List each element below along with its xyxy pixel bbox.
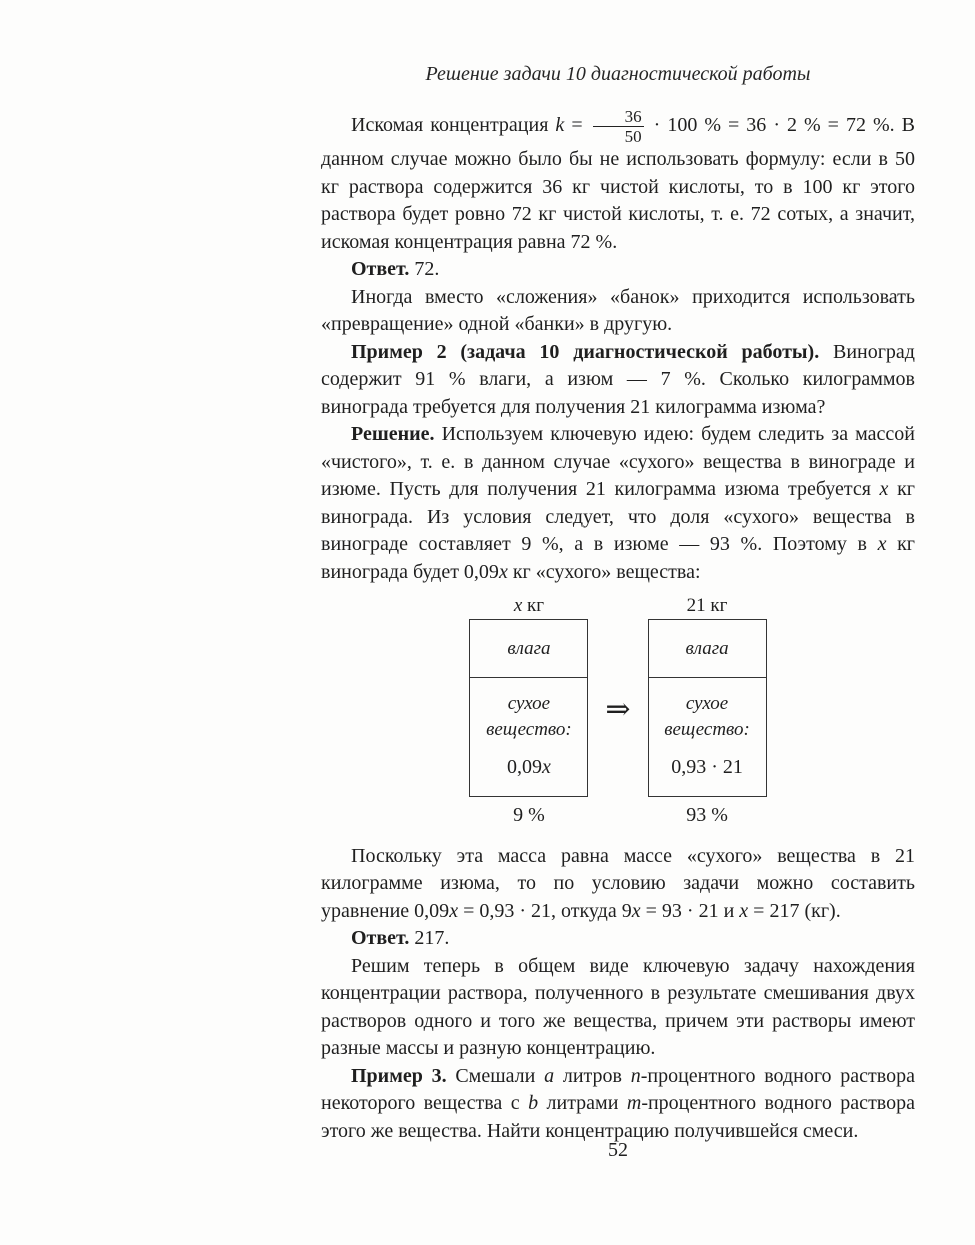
grapes-box [469, 619, 588, 797]
paragraph-general-problem [321, 953, 915, 1063]
implies-arrow-icon: ⇒ [605, 693, 631, 727]
variable-b: b [528, 1092, 539, 1114]
text-run: · 100 % = 36 · 2 % = 72 %. В данном случае можно было бы не использовать формулу: если в 50 кг раствора содержится 36 кг чистой кислоты, то в 100 кг этого раствора будет ровно 72 кг чистой кислоты, т. е. 72 сотых, а значит, искомая концентрация равна 72 %. [321, 114, 915, 253]
text-run: Смешали [446, 1064, 545, 1087]
answer-label: Ответ. [351, 258, 410, 280]
running-header: Решение задачи 10 диагностической работы [425, 63, 811, 85]
variable-k: k [555, 114, 565, 137]
paragraph-concentration-formula [321, 107, 915, 256]
text-run: = [564, 114, 590, 137]
dry-word-1: сухое [685, 693, 729, 714]
text-run: = 93 · 21 и [640, 899, 740, 922]
raisins-column [648, 595, 767, 830]
answer-label: Ответ. [351, 927, 410, 949]
grapes-moisture-cell: влага [470, 620, 587, 678]
text-run: кг винограда. Из условия следует, что доля «сухого» вещества в винограде составляет 9 %, а в изюме — 93 %. Поэтому в [321, 478, 915, 555]
fraction-denominator: 50 [593, 126, 644, 146]
variable-a: a [544, 1064, 555, 1087]
text-run: 217. [409, 927, 450, 949]
value-prefix: 0,09 [506, 756, 542, 778]
grapes-percent: 9 % [513, 804, 545, 826]
paragraph-example-2 [321, 339, 915, 422]
text-run: = 0,93 · 21, откуда 9 [458, 899, 632, 922]
raisins-dry-value: 0,93 · 21 [671, 756, 743, 778]
text-run: литрами [538, 1092, 627, 1114]
example-3-label: Пример 3. [351, 1064, 447, 1087]
text-run: Иногда вместо «сложения» «банок» приходится использовать «превращение» одной «банки» в другую. [321, 285, 915, 335]
body-text [321, 107, 915, 1145]
raisins-moisture-cell: влага [649, 620, 766, 678]
grapes-mass-label [469, 595, 588, 616]
text-run: кг винограда будет 0,09 [321, 533, 916, 583]
paragraph-banks-note [321, 284, 915, 339]
example-2-label: Пример 2 (задача 10 диагностической работы). [351, 340, 820, 363]
fraction-numerator: 36 [624, 107, 642, 126]
text-run: кг «сухого» вещества: [507, 560, 701, 583]
text-run: Виноград содержит 91 % влаги, а изюм — 7 %. Сколько килограммов винограда требуется для получения 21 килограмма изюма? [321, 340, 915, 418]
dry-word-2: вещество: [486, 719, 572, 740]
text-run: 72. [409, 258, 440, 280]
dry-word-2: вещество: [664, 719, 750, 740]
mass-fraction-diagram [321, 595, 915, 830]
dry-word-1: сухое [507, 693, 551, 714]
raisins-box [648, 619, 767, 797]
fraction-36-50 [593, 107, 644, 146]
grapes-column [469, 595, 588, 830]
text-run: -процентного водного раствора этого же вещества. Найти концентрацию получившейся смеси. [321, 1092, 915, 1142]
raisins-percent: 93 % [686, 804, 728, 826]
text-run: Решим теперь в общем виде ключевую задачу нахождения концентрации раствора, полученного в результате смешивания двух растворов одного и того же вещества, причем эти растворы имеют разные массы и разную концентрацию. [321, 954, 915, 1059]
variable-x: x [739, 899, 749, 922]
variable-x: x [879, 478, 889, 500]
text-run: = 217 (кг). [748, 899, 841, 922]
paragraph-answer-217 [321, 925, 915, 953]
text-run: литров [554, 1064, 631, 1087]
paragraph-example-3 [321, 1063, 915, 1146]
text-column [321, 62, 915, 1145]
raisins-mass-label: 21 кг [686, 595, 728, 616]
paragraph-solution [321, 421, 915, 586]
paragraph-equation [321, 843, 915, 926]
variable-x: x [449, 899, 459, 922]
variable-x: x [498, 560, 508, 583]
unit-kg: кг [522, 595, 545, 616]
text-run: Используем ключевую идею: будем следить за массой «чистого», т. е. в данном случае «сухого» вещества в винограде и изюме. Пусть для получения 21 килограмма изюма требуется [321, 423, 915, 500]
variable-m: m [626, 1092, 642, 1114]
grapes-dry-value [470, 754, 587, 780]
text-run: Искомая концентрация [351, 114, 556, 137]
page-number: 52 [608, 1139, 628, 1161]
grapes-dry-cell [470, 678, 587, 780]
paragraph-answer-72 [321, 256, 915, 284]
variable-n: n [630, 1064, 641, 1087]
variable-x: x [631, 899, 641, 922]
variable-x: x [877, 533, 887, 555]
solution-label: Решение. [351, 423, 435, 445]
raisins-dry-cell [649, 678, 766, 780]
text-run: Поскольку эта масса равна массе «сухого» вещества в 21 килограмме изюма, то по условию задачи можно составить уравнение 0,09 [321, 844, 915, 922]
variable-x: x [541, 756, 551, 778]
variable-x: x [513, 595, 523, 616]
text-run: -процентного водного раствора некоторого вещества с [321, 1064, 915, 1114]
